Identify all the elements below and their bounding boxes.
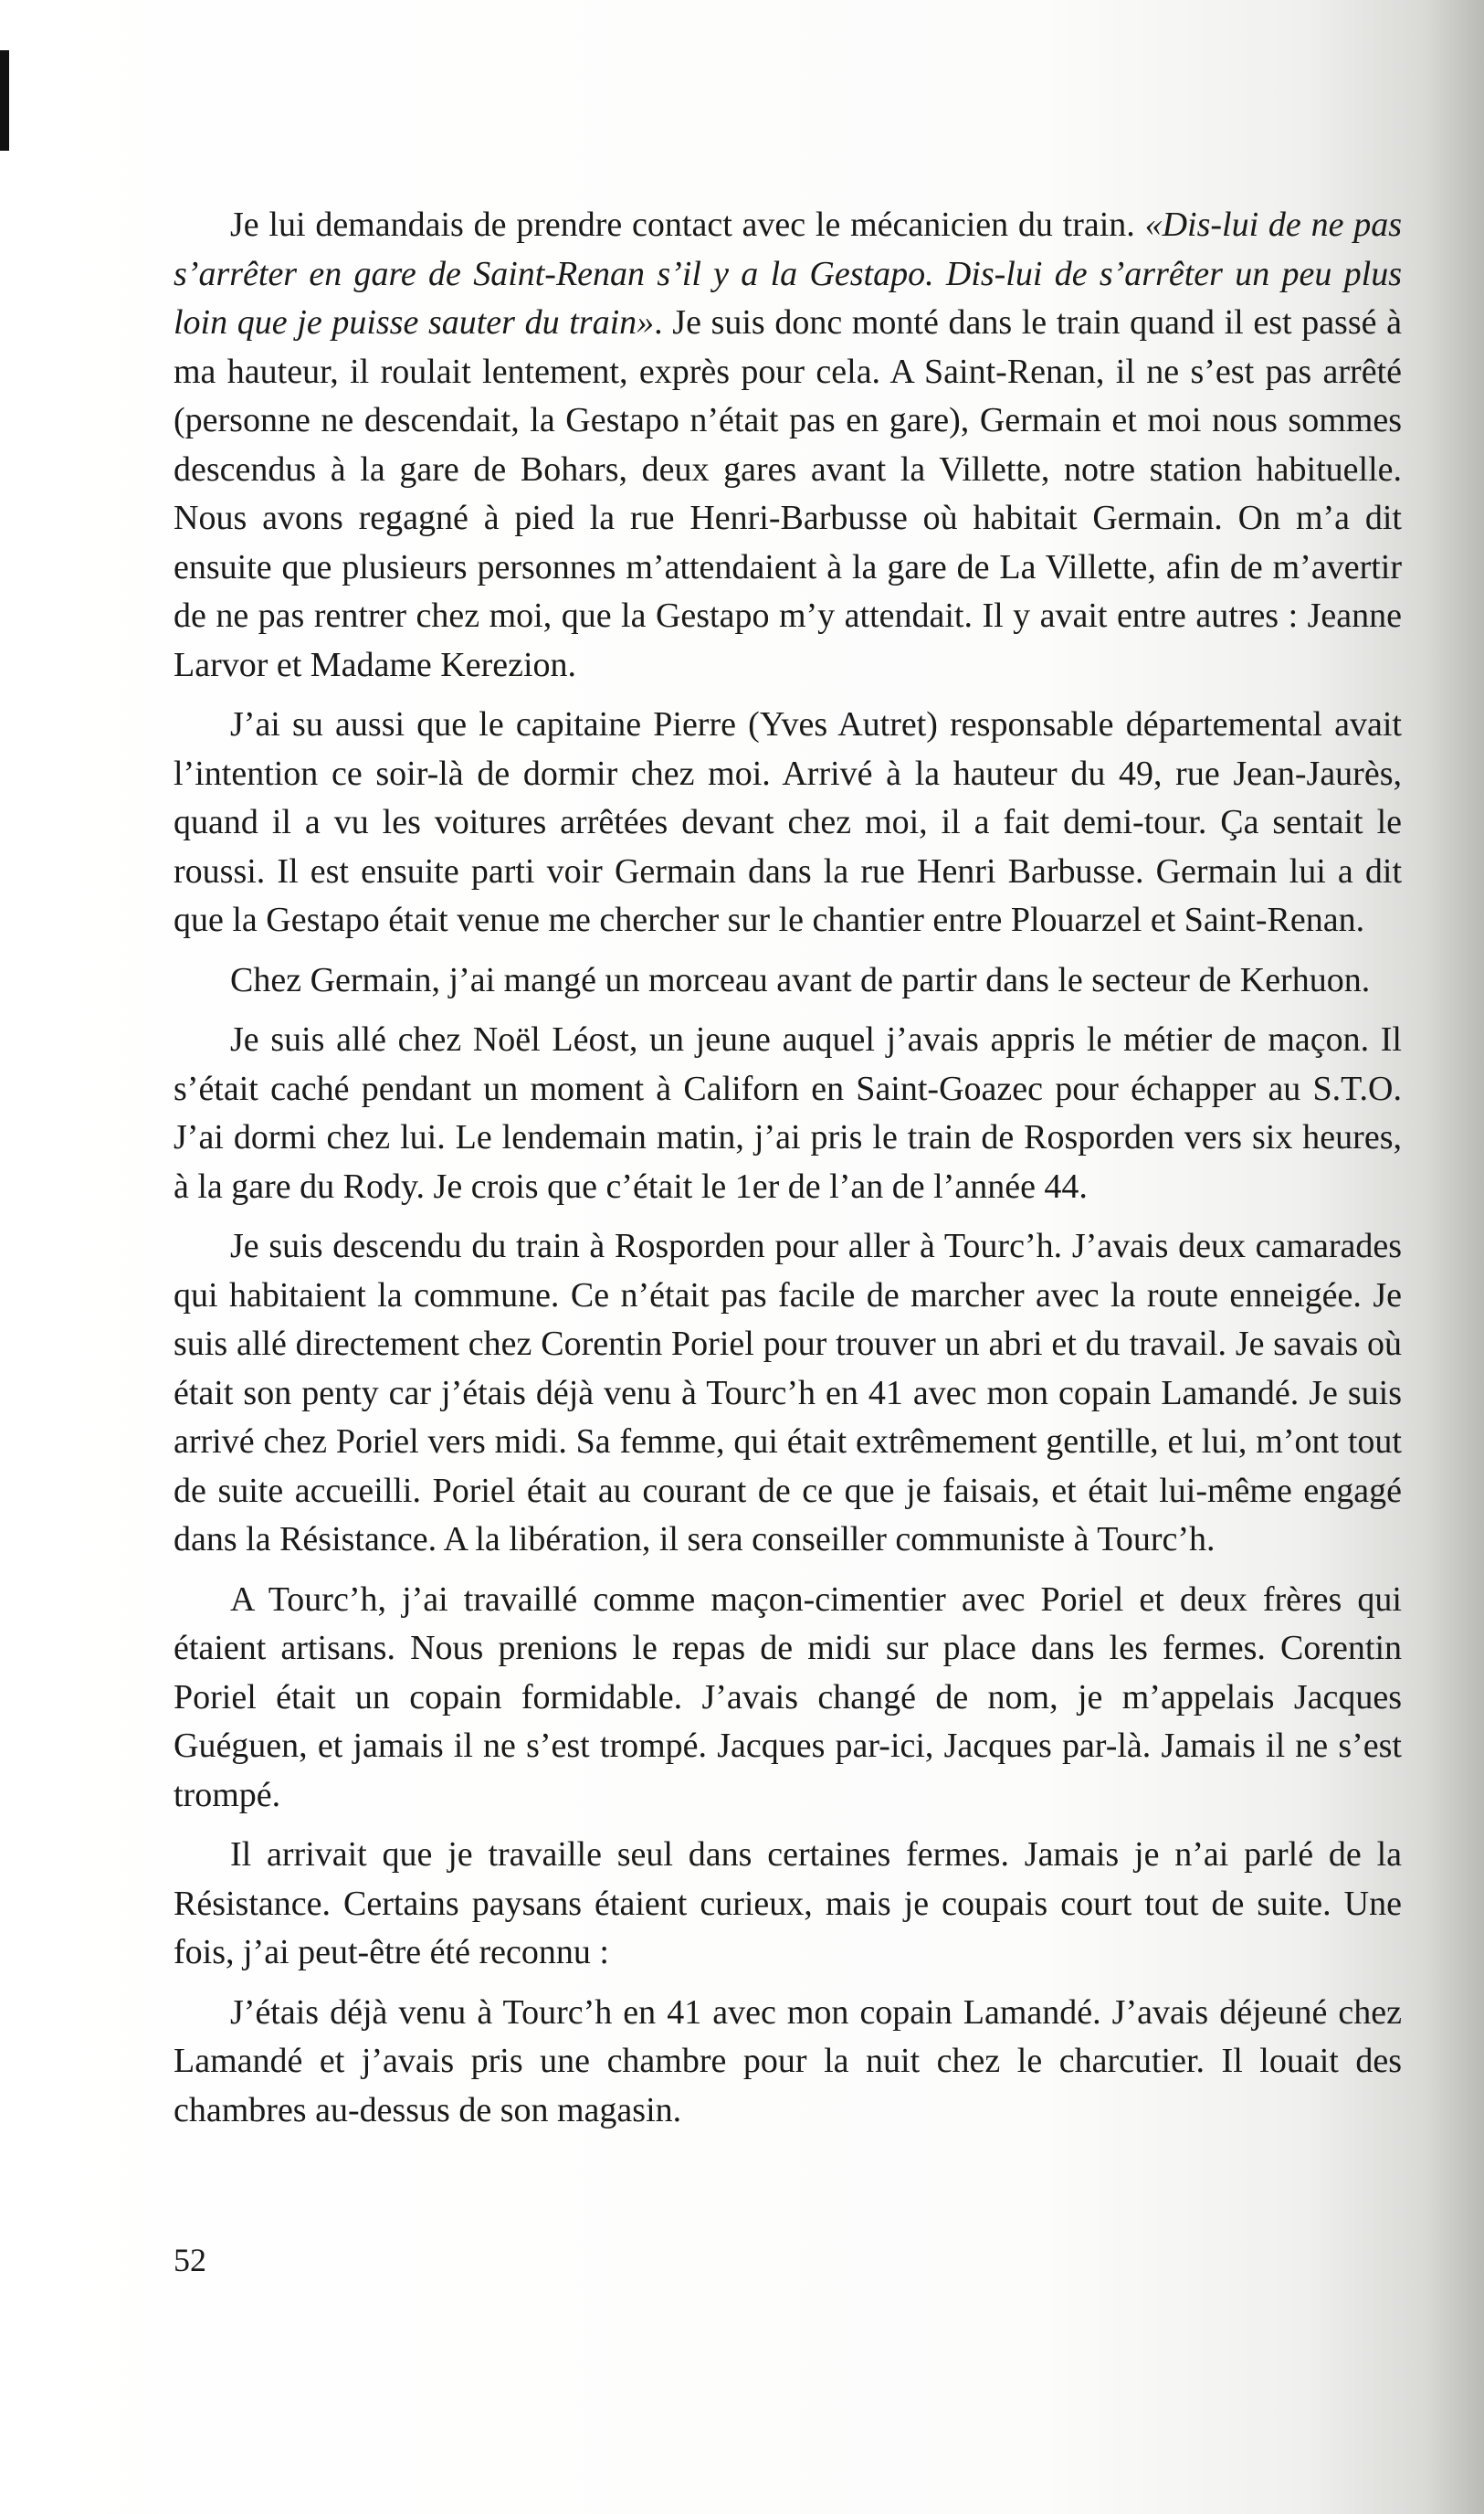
binding-edge-mark xyxy=(0,50,9,151)
text-segment: Je suis descendu du train à Rosporden pour aller à Tourc’h. J’avais deux camarades qui habitaient la commune. Ce n’était pas facile de marcher avec la route enneigée. Je suis allé directement chez Corentin Poriel pour trouver un abri et du travail. Je savais où était son penty car j’étais déjà venu à Tourc’h en 41 avec mon copain Lamandé. Je suis arrivé chez Poriel vers midi. Sa femme, qui était extrêmement gentille, et lui, m’ont tout de suite accueilli. Poriel était au courant de ce que je faisais, et était lui-même engagé dans la Résistance. A la libération, il sera conseiller communiste à Tourc’h. xyxy=(174,1227,1402,1558)
paragraph xyxy=(174,201,1402,690)
text-segment: Je lui demandais de prendre contact avec le mécanicien du train. xyxy=(230,206,1145,244)
text-segment: . Je suis donc monté dans le train quand il est passé à ma hauteur, il roulait lentement, exprès pour cela. A Saint-Renan, il ne s’est pas arrêté (personne ne descendait, la Gestapo n’était pas en gare), Germain et moi nous sommes descendus à la gare de Bohars, deux gares avant la Villette, notre station habituelle. Nous avons regagné à pied la rue Henri-Barbusse où habitait Germain. On m’a dit ensuite que plusieurs personnes m’attendaient à la gare de La Villette, afin de m’avertir de ne pas rentrer chez moi, que la Gestapo m’y attendait. Il y avait entre autres : Jeanne Larvor et Madame Kerezion. xyxy=(174,303,1403,684)
paragraph xyxy=(174,1576,1402,1821)
italic-text: «Dis-lui de ne pas s’arrêter en gare de Saint-Renan s’il y a la Gestapo. Dis-lui de s’arrêter un peu plus loin que je puisse sauter du train» xyxy=(174,206,1402,342)
text-segment: Je suis allé chez Noël Léost, un jeune auquel j’avais appris le métier de maçon. Il s’était caché pendant un moment à Californ en Saint-Goazec pour échapper au S.T.O. J’ai dormi chez lui. Le lendemain matin, j’ai pris le train de Rosporden vers six heures, à la gare du Rody. Je crois que c’était le 1er de l’an de l’année 44. xyxy=(174,1020,1402,1206)
paragraph xyxy=(174,1989,1402,2136)
text-segment: Il arrivait que je travaille seul dans certaines fermes. Jamais je n’ai parlé de la Résistance. Certains paysans étaient curieux, mais je coupais court tout de suite. Une fois, j’ai peut-être été reconnu : xyxy=(174,1835,1402,1971)
text-segment: Chez Germain, j’ai mangé un morceau avant de partir dans le secteur de Kerhuon. xyxy=(230,960,1371,999)
text-segment: J’ai su aussi que le capitaine Pierre (Yves Autret) responsable départemental avait l’intention ce soir-là de dormir chez moi. Arrivé à la hauteur du 49, rue Jean-Jaurès, quand il a vu les voitures arrêtées devant chez moi, il a fait demi-tour. Ça sentait le roussi. Il est ensuite parti voir Germain dans la rue Henri Barbusse. Germain lui a dit que la Gestapo était venue me chercher sur le chantier entre Plouarzel et Saint-Renan. xyxy=(174,705,1402,939)
page-number: 52 xyxy=(174,2242,206,2278)
text-segment: A Tourc’h, j’ai travaillé comme maçon-cimentier avec Poriel et deux frères qui étaient artisans. Nous prenions le repas de midi sur place dans les fermes. Corentin Poriel était un copain formidable. J’avais changé de nom, je m’appelais Jacques Guéguen, et jamais il ne s’est trompé. Jacques par-ici, Jacques par-là. Jamais il ne s’est trompé. xyxy=(174,1579,1402,1814)
paragraph xyxy=(174,1831,1402,1978)
paragraph xyxy=(174,1016,1402,1211)
text-segment: J’étais déjà venu à Tourc’h en 41 avec mon copain Lamandé. J’avais déjeuné chez Lamandé et j’avais pris une chambre pour la nuit chez le charcutier. Il louait des chambres au-dessus de son magasin. xyxy=(174,1992,1402,2129)
body-text xyxy=(174,201,1402,2146)
paragraph xyxy=(174,701,1402,945)
paragraph xyxy=(174,956,1402,1006)
paragraph xyxy=(174,1222,1402,1565)
